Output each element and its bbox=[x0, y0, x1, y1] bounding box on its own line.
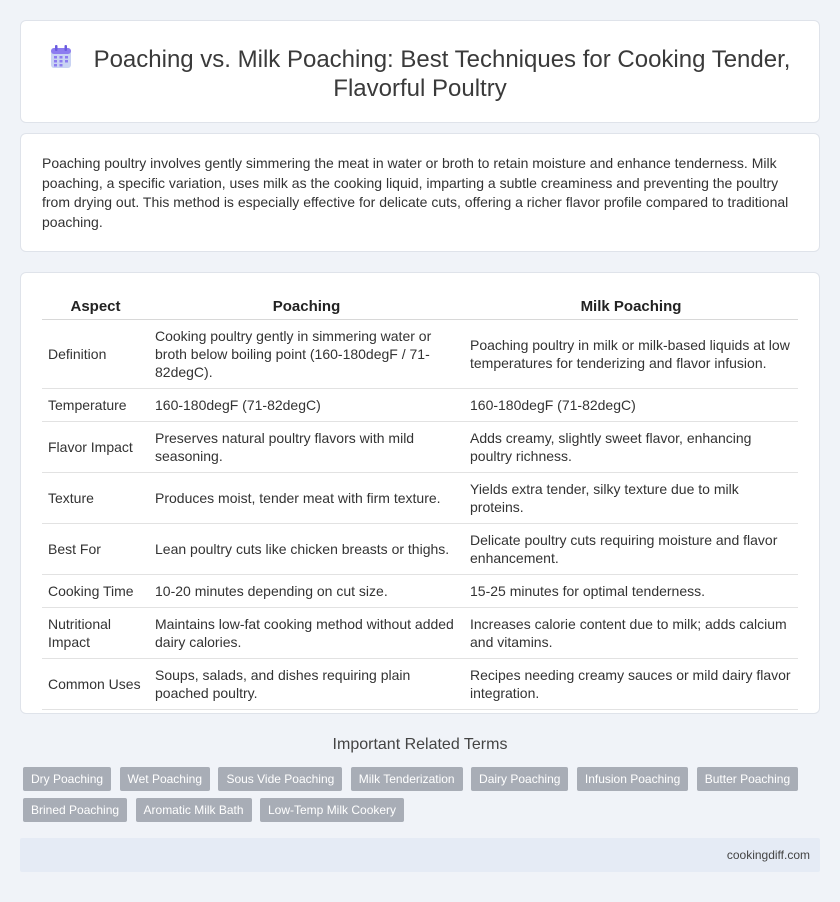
table-row bbox=[42, 320, 798, 389]
row-aspect: Nutritional Impact bbox=[42, 608, 149, 659]
table-row bbox=[42, 524, 798, 575]
row-aspect: Best For bbox=[42, 524, 149, 575]
intro-card bbox=[20, 133, 820, 252]
row-aspect: Definition bbox=[42, 320, 149, 389]
table-row bbox=[42, 659, 798, 710]
row-aspect: Temperature bbox=[42, 389, 149, 422]
related-term-tag[interactable]: Sous Vide Poaching bbox=[218, 767, 342, 791]
table-row bbox=[42, 473, 798, 524]
row-milk-poaching: Poaching poultry in milk or milk-based liquids at low temperatures for tenderizing and flavor infusion. bbox=[464, 320, 798, 389]
comparison-card bbox=[20, 272, 820, 714]
row-milk-poaching: Delicate poultry cuts requiring moisture and flavor enhancement. bbox=[464, 524, 798, 575]
row-milk-poaching: Recipes needing creamy sauces or mild dairy flavor integration. bbox=[464, 659, 798, 710]
header-aspect: Aspect bbox=[42, 295, 149, 320]
row-aspect: Flavor Impact bbox=[42, 422, 149, 473]
related-term-tag[interactable]: Aromatic Milk Bath bbox=[136, 798, 252, 822]
footer bbox=[20, 838, 820, 872]
row-aspect: Common Uses bbox=[42, 659, 149, 710]
row-poaching: Produces moist, tender meat with firm texture. bbox=[149, 473, 464, 524]
related-term-tag[interactable]: Infusion Poaching bbox=[577, 767, 688, 791]
row-poaching: 10-20 minutes depending on cut size. bbox=[149, 575, 464, 608]
comparison-table bbox=[42, 295, 798, 710]
related-terms-title: Important Related Terms bbox=[332, 736, 508, 753]
intro-paragraph: Poaching poultry involves gently simmering the meat in water or broth to retain moisture and enhance tenderness. Milk poaching, a specific variation, uses milk as the cooking liquid, imparting a subtle creaminess and preventing the poultry from drying out. This method is especially effective for delicate cuts, offering a richer flavor profile compared to traditional poaching. bbox=[42, 155, 789, 230]
row-milk-poaching: Yields extra tender, silky texture due to milk proteins. bbox=[464, 473, 798, 524]
related-term-tag[interactable]: Dairy Poaching bbox=[471, 767, 568, 791]
row-milk-poaching: Increases calorie content due to milk; adds calcium and vitamins. bbox=[464, 608, 798, 659]
row-poaching: Maintains low-fat cooking method without added dairy calories. bbox=[149, 608, 464, 659]
table-row bbox=[42, 422, 798, 473]
page-title: Poaching vs. Milk Poaching: Best Techniques for Cooking Tender, Flavorful Poultry bbox=[93, 46, 791, 102]
row-milk-poaching: Adds creamy, slightly sweet flavor, enhancing poultry richness. bbox=[464, 422, 798, 473]
row-poaching: Cooking poultry gently in simmering water or broth below boiling point (160-180degF / 71-82degC). bbox=[149, 320, 464, 389]
header-milk-poaching: Milk Poaching bbox=[464, 295, 798, 320]
row-poaching: Soups, salads, and dishes requiring plain poached poultry. bbox=[149, 659, 464, 710]
calendar-icon bbox=[50, 45, 72, 69]
row-aspect: Cooking Time bbox=[42, 575, 149, 608]
row-poaching: Lean poultry cuts like chicken breasts or thighs. bbox=[149, 524, 464, 575]
related-term-tag[interactable]: Brined Poaching bbox=[23, 798, 127, 822]
related-term-tag[interactable]: Low-Temp Milk Cookery bbox=[260, 798, 404, 822]
row-milk-poaching: 15-25 minutes for optimal tenderness. bbox=[464, 575, 798, 608]
row-aspect: Texture bbox=[42, 473, 149, 524]
related-term-tag[interactable]: Wet Poaching bbox=[120, 767, 211, 791]
related-term-tag[interactable]: Butter Poaching bbox=[697, 767, 798, 791]
row-poaching: Preserves natural poultry flavors with mild seasoning. bbox=[149, 422, 464, 473]
table-row bbox=[42, 608, 798, 659]
table-header-row bbox=[42, 295, 798, 320]
related-term-tag[interactable]: Milk Tenderization bbox=[351, 767, 463, 791]
table-row bbox=[42, 575, 798, 608]
page-title-wrap bbox=[21, 45, 819, 103]
header-poaching: Poaching bbox=[149, 295, 464, 320]
related-terms-list bbox=[23, 767, 813, 829]
related-term-tag[interactable]: Dry Poaching bbox=[23, 767, 111, 791]
row-milk-poaching: 160-180degF (71-82degC) bbox=[464, 389, 798, 422]
footer-site-link[interactable]: cookingdiff.com bbox=[726, 848, 810, 862]
title-card bbox=[20, 20, 820, 123]
table-row bbox=[42, 389, 798, 422]
row-poaching: 160-180degF (71-82degC) bbox=[149, 389, 464, 422]
